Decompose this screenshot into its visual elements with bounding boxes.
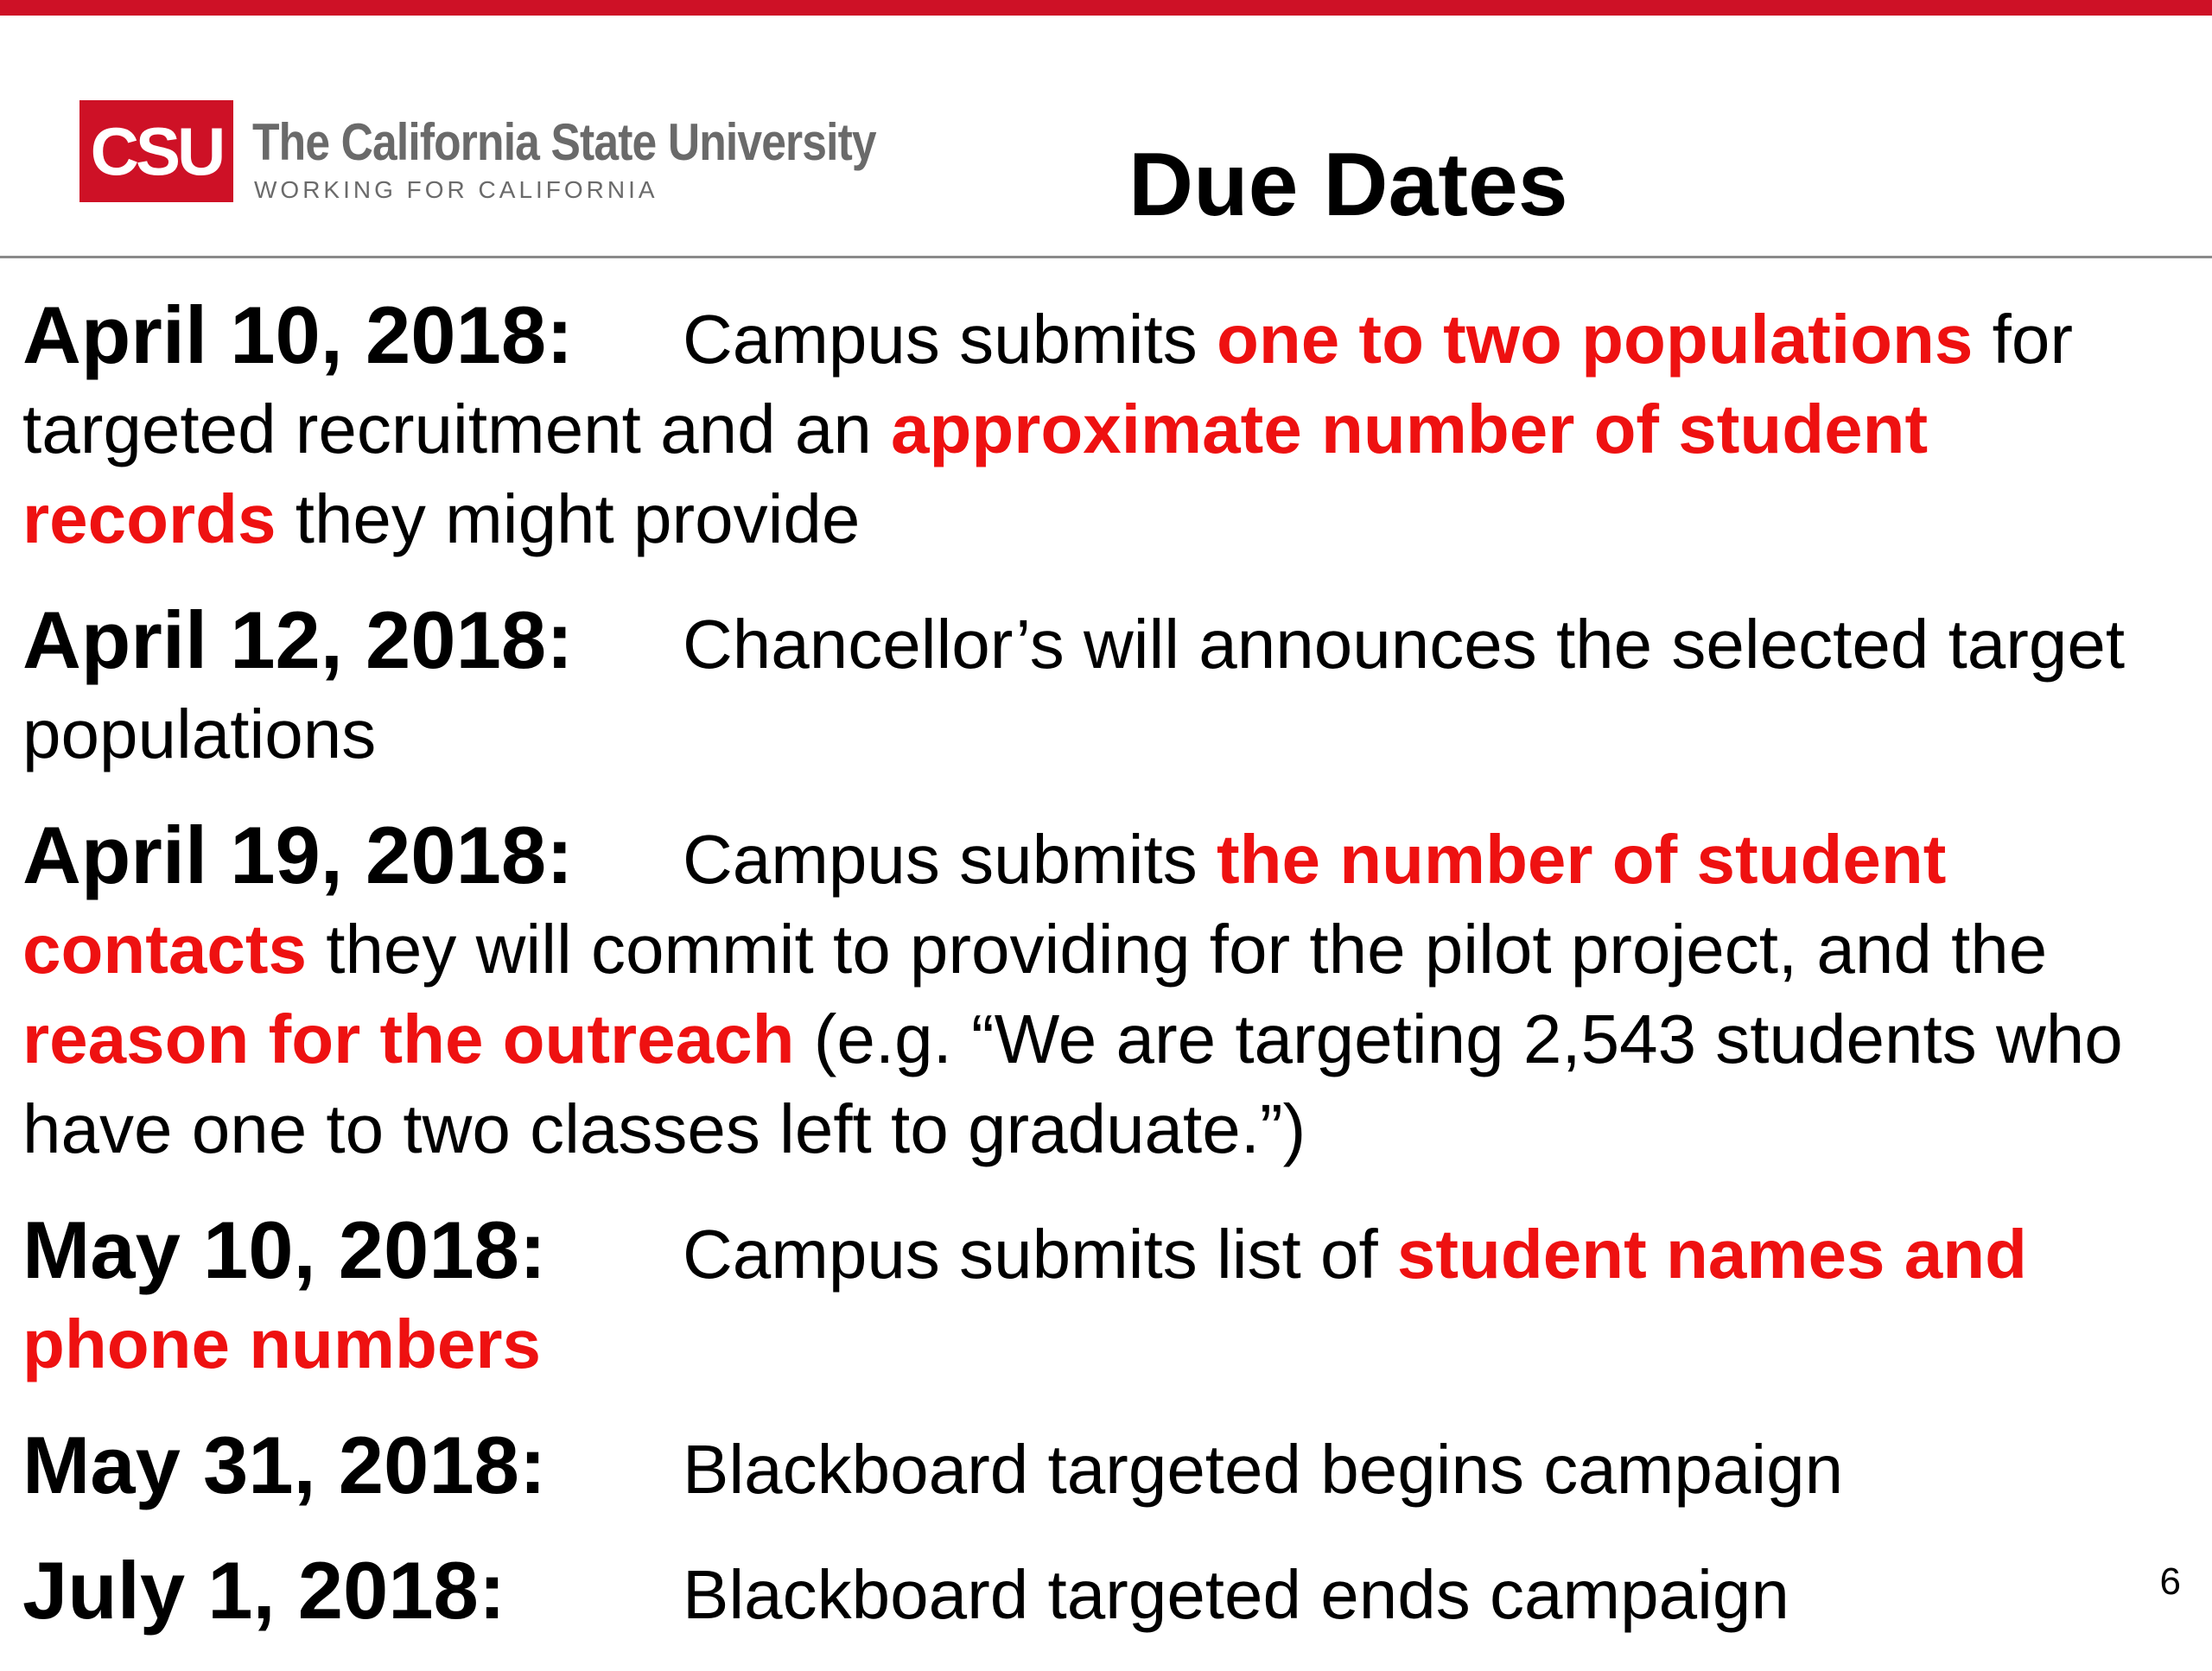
due-dates-list xyxy=(22,290,2200,1671)
university-name: The California State University xyxy=(252,113,876,171)
description-text: Blackboard targeted ends campaign xyxy=(683,1556,1789,1633)
due-date-label: April 10, 2018: xyxy=(22,289,574,380)
header-divider xyxy=(0,256,2212,258)
due-date-entry xyxy=(22,1420,2200,1515)
page-number: 6 xyxy=(2159,1560,2181,1603)
description-text: Campus submits list of xyxy=(683,1216,1397,1293)
due-date-entry xyxy=(22,595,2200,779)
description-text: Campus submits xyxy=(683,301,1217,378)
due-date-label: April 12, 2018: xyxy=(22,594,574,685)
highlighted-text: reason for the outreach xyxy=(22,1001,795,1077)
description-text: Campus submits xyxy=(683,821,1217,898)
description-text: Chancellor’s will announces the selected target populations xyxy=(22,606,2126,772)
csu-logo-mark: CSU xyxy=(79,100,233,202)
description-text: they might provide xyxy=(276,480,861,557)
description-text: they will commit to providing for the pilot project, and the xyxy=(306,911,2048,988)
description-text: (e.g. “We are targeting 2,543 students who have one to two classes left to graduate.”) xyxy=(22,1001,2123,1167)
highlighted-text: student names and phone numbers xyxy=(22,1216,2027,1382)
slide-title: Due Dates xyxy=(1128,135,1568,235)
highlighted-text: the number of student contacts xyxy=(22,821,1947,988)
top-accent-bar xyxy=(0,0,2212,16)
due-date-label: May 10, 2018: xyxy=(22,1204,547,1295)
due-date-label: April 19, 2018: xyxy=(22,810,574,900)
university-tagline: WORKING FOR CALIFORNIA xyxy=(254,176,658,203)
csu-logo xyxy=(79,100,944,202)
due-date-label: May 31, 2018: xyxy=(22,1420,547,1510)
due-date-entry xyxy=(22,1205,2200,1389)
highlighted-text: one to two populations xyxy=(1216,301,1974,378)
due-date-entry xyxy=(22,1546,2200,1640)
due-date-entry xyxy=(22,810,2200,1174)
description-text: Blackboard targeted begins campaign xyxy=(683,1431,1844,1508)
due-date-entry xyxy=(22,290,2200,564)
description-text: for targeted recruitment and an xyxy=(22,301,2073,467)
due-date-label: July 1, 2018: xyxy=(22,1545,506,1636)
highlighted-text: approximate number of student records xyxy=(22,391,1929,557)
